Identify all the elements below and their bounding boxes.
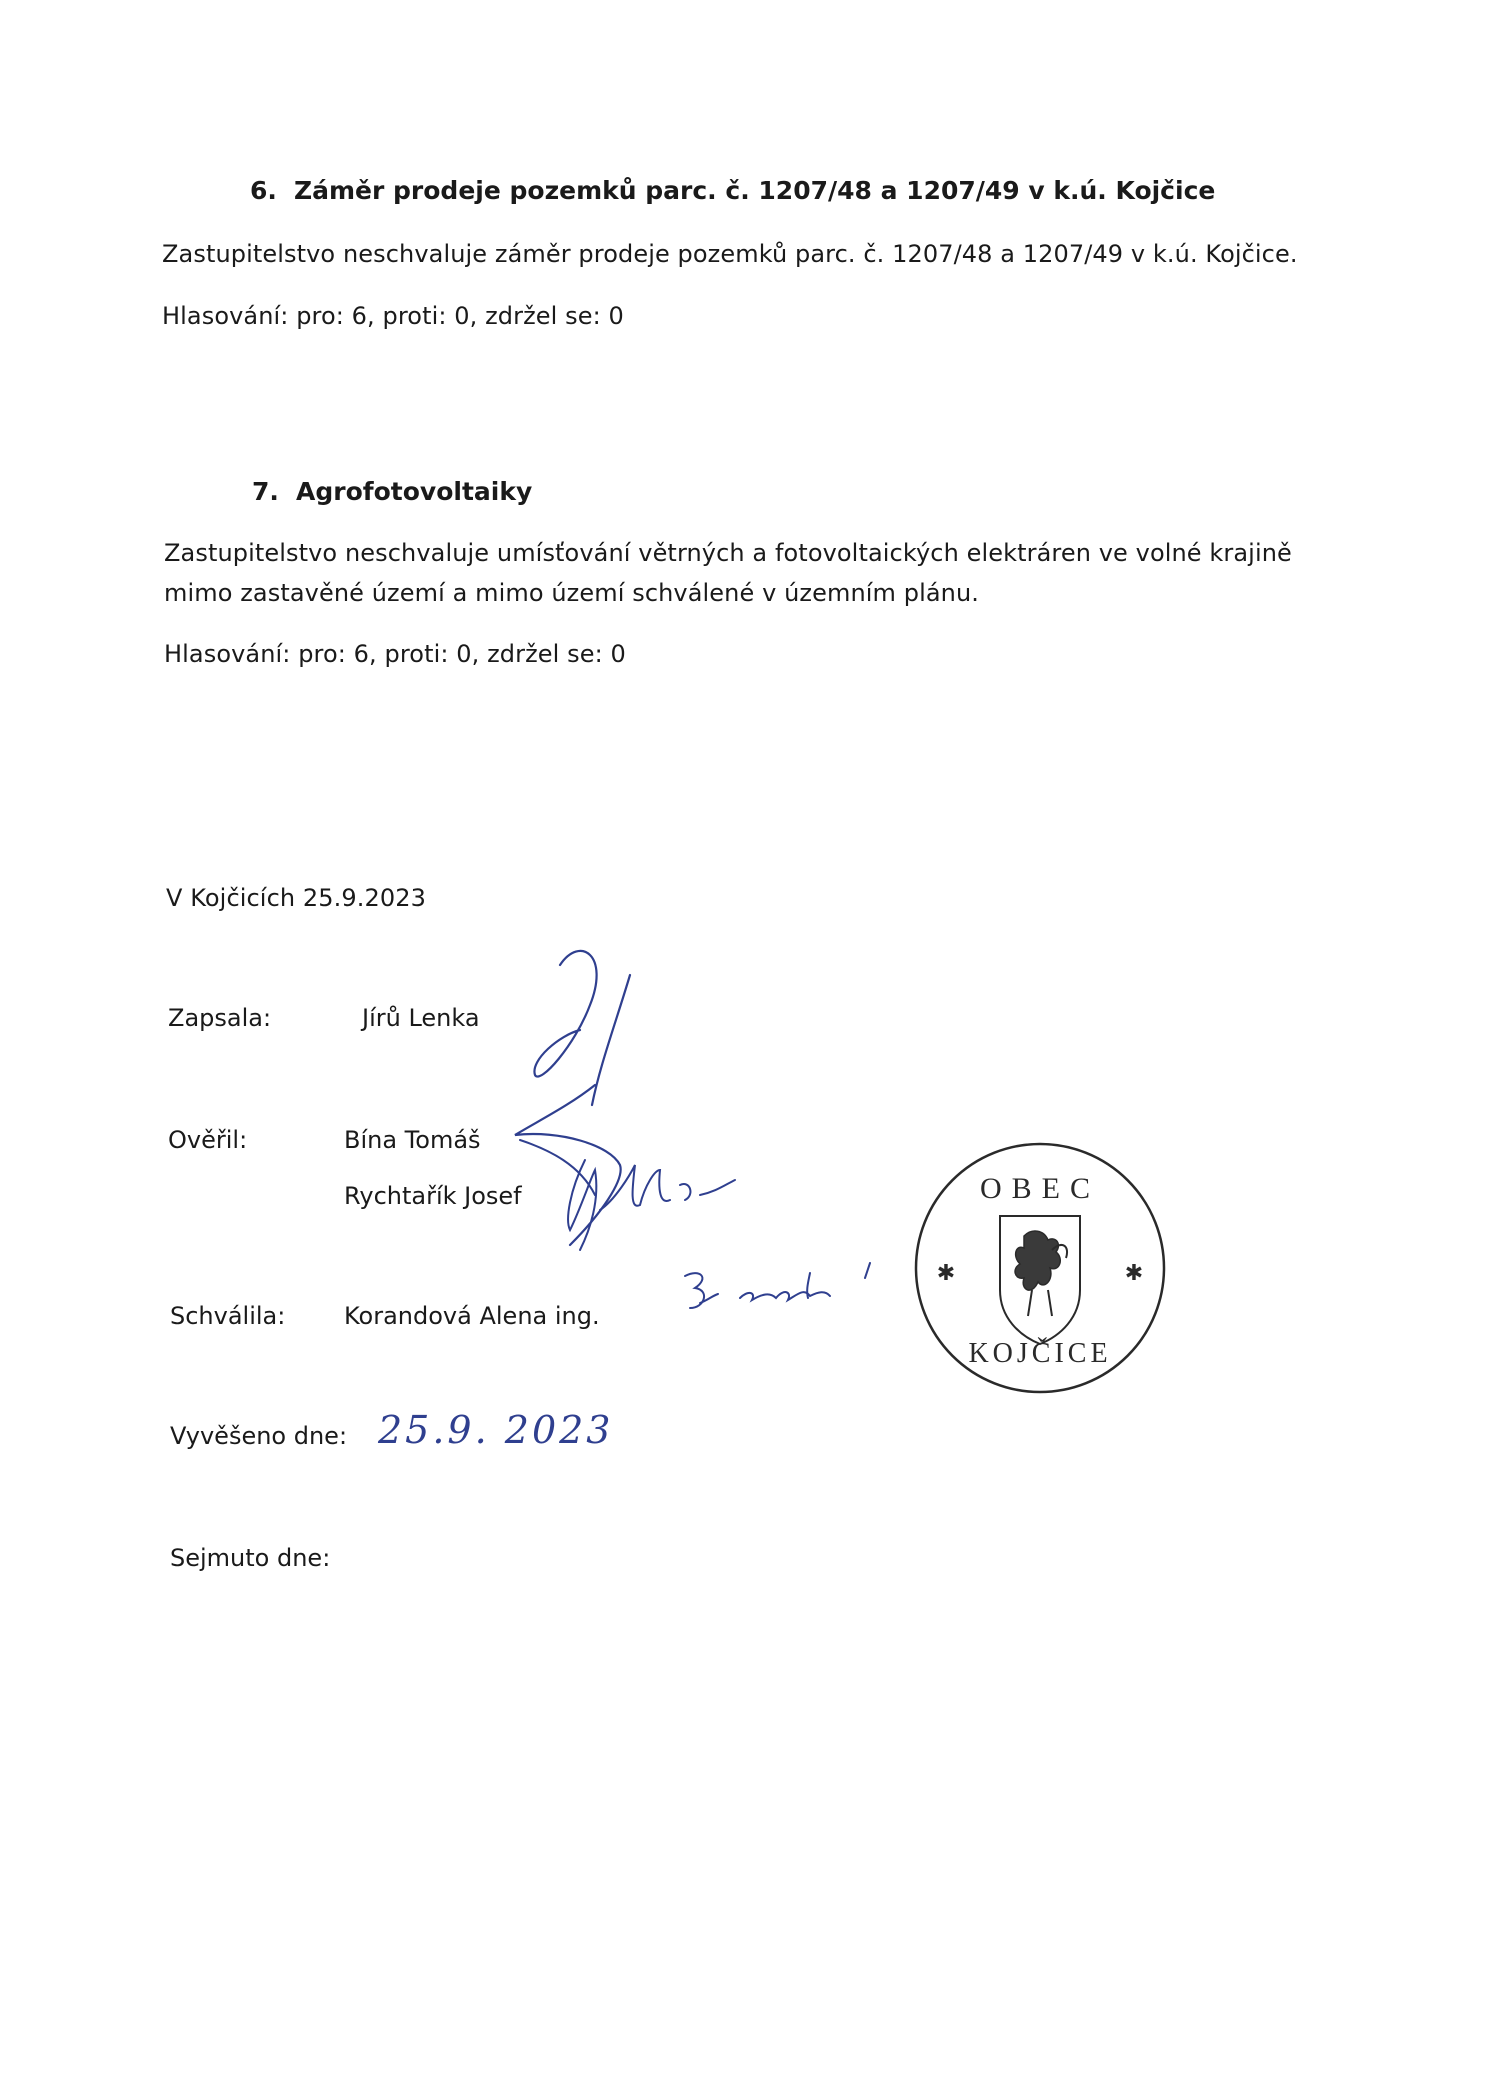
posted-label: Vyvěšeno dne: [170, 1422, 348, 1450]
overil-name-2: Rychtařík Josef [344, 1182, 522, 1210]
posted-handwritten-date: 25.9. 2023 [378, 1408, 614, 1452]
signature-korandova [680, 1258, 880, 1332]
section-6-title: Záměr prodeje pozemků parc. č. 1207/48 a 1207/49 v k.ú. Kojčice [294, 176, 1216, 205]
section-6-text: Zastupitelstvo neschvaluje záměr prodeje pozemků parc. č. 1207/48 a 1207/49 v k.ú. Kojčice. [162, 240, 1298, 268]
svg-text:✱: ✱ [936, 1261, 956, 1286]
place-date: V Kojčicích 25.9.2023 [166, 884, 426, 912]
section-7-heading [252, 477, 532, 506]
svg-text:✱: ✱ [1124, 1261, 1144, 1286]
overil-name-1: Bína Tomáš [344, 1126, 481, 1154]
svg-text:OBEC: OBEC [979, 1172, 1101, 1205]
schvalila-name: Korandová Alena ing. [344, 1302, 600, 1330]
overil-label: Ověřil: [168, 1126, 248, 1154]
section-6-vote: Hlasování: pro: 6, proti: 0, zdržel se: 0 [162, 302, 624, 330]
section-7-vote: Hlasování: pro: 6, proti: 0, zdržel se: 0 [164, 640, 626, 668]
section-7-text-line-2: mimo zastavěné území a mimo území schválené v územním plánu. [164, 579, 980, 607]
stamp-graphic [912, 1140, 1168, 1396]
section-7-text-line-1: Zastupitelstvo neschvaluje umísťování větrných a fotovoltaických elektráren ve volné krajině [164, 539, 1292, 567]
section-7-number: 7. [252, 477, 279, 506]
svg-text:KOJČICE: KOJČICE [968, 1338, 1112, 1369]
section-6-number: 6. [250, 176, 277, 205]
schvalila-label: Schválila: [170, 1302, 286, 1330]
signature-rychtarik [560, 1140, 740, 1264]
removed-label: Sejmuto dne: [170, 1544, 331, 1572]
zapsala-label: Zapsala: [168, 1004, 272, 1032]
zapsala-name: Jírů Lenka [362, 1004, 480, 1032]
section-7-title: Agrofotovoltaiky [296, 477, 533, 506]
section-6-heading [250, 176, 1215, 205]
official-stamp [912, 1140, 1168, 1396]
